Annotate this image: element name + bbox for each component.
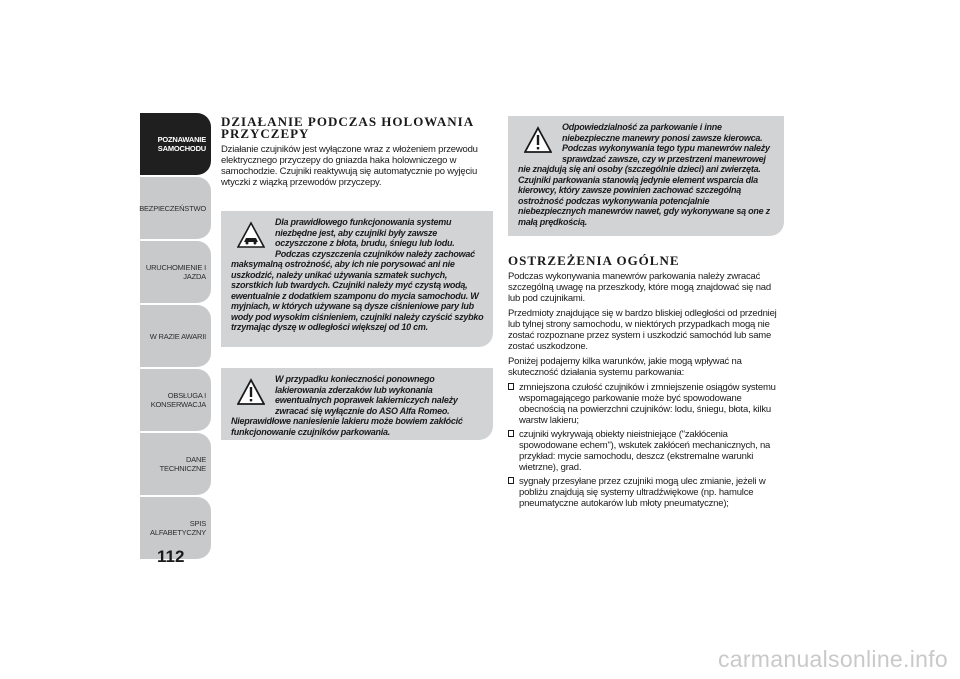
page-number: 112 [157,547,185,566]
tab-uruchomienie-i-jazda[interactable] [140,241,211,303]
warning-triangle-icon [524,126,552,154]
tab-w-razie-awarii[interactable] [140,305,211,367]
left-column [221,116,493,188]
watermark: carmanualsonline.info [717,646,948,672]
car-damage-warning-icon [237,221,265,249]
tab-label: SPIS ALFABETYCZNY [150,519,206,537]
tab-poznawanie-samochodu[interactable] [140,113,211,175]
list-item [508,429,784,473]
note-text: W przypadku konieczności ponownego lakierowania zderzaków lub wykonania ewentualnych poprawek lakierniczych należy zwracać się wyłącznie do ASO Alfa Romeo. Nieprawidłowe naniesienie lakieru może bowiem zakłócić funkcjonowanie czujników parkowania. [231,374,463,437]
warning-note-responsibility [508,116,784,236]
caution-note-painting [221,368,493,440]
tab-label: POZNAWANIE SAMOCHODU [157,135,206,153]
general-paragraph-3: Poniżej podajemy kilka warunków, jakie mogą wpływać na skuteczność działania systemu parkowania: [508,356,742,378]
list-item [508,382,784,426]
general-paragraph-1: Podczas wykonywania manewrów parkowania należy zwracać szczególną uwagę na przeszkody, które mogą znajdować się nad lub pod czujnikami. [508,271,771,304]
tab-bezpieczenstwo[interactable] [140,177,211,239]
section-heading-general-warnings: OSTRZEŻENIA OGÓLNE [508,253,680,268]
warning-triangle-icon [237,378,265,406]
checkbox-bullet-icon [508,383,514,390]
section-heading-towing: DZIAŁANIE PODCZAS HOLOWANIA PRZYCZEPY [221,114,474,141]
tab-dane-techniczne[interactable] [140,433,211,495]
note-text: Dla prawidłowego funkcjonowania systemu niezbędne jest, aby czujniki były zawsze oczyszczone z błota, brudu, śniegu lub lodu. Podczas czyszczenia czujników należy zachować maksymalną ostrożność, aby ich nie porysować ani nie uszkodzić, należy unikać używania szmatek suchych, szorstkich lub twardych. Czujniki należy myć czystą wodą, ewentualnie z dodatkiem szamponu do mycia samochodu. W myjniach, w których używane są dysze ciśnieniowe pary lub wody pod wysokim ciśnieniem, czujniki należy czyścić szybko trzymając dyszę w odległości większej od 10 cm. [231,217,484,332]
general-paragraph-2: Przedmioty znajdujące się w bardzo bliskiej odległości od przedniej lub tylnej strony samochodu, w niektórych przypadkach mogą nie zostać rozpoznane przez system i uszkodzić samochód lub same zostać uszkodzone. [508,308,777,352]
list-item-text: czujniki wykrywają obiekty nieistniejące ("zakłócenia spowodowane echem"), wskutek zakłóceń mechanicznych, na przykład: mycie samochodu, deszcz (ekstremalne warunki wietrzne), grad. [519,429,771,473]
tab-label: BEZPIECZEŃSTWO [139,203,206,213]
right-column-body [508,255,784,512]
caution-note-cleaning [221,211,493,347]
note-text: Odpowiedzialność za parkowanie i inne niebezpieczne manewry ponosi zawsze kierowca. Podczas wykonywania tego typu manewrów należy sprawdzać zawsze, czy w przestrzeni manewrowej nie znajdują się ani osoby (szczególnie dzieci) ani zwierzęta. Czujniki parkowania stanowią jedynie element wsparcia dla kierowcy, który zawsze powinien zachować szczególną ostrożność podczas wykonywania potencjalnie niebezpiecznych manewrów nawet, gdy wykonywane są one z małą prędkością. [518,122,770,227]
conditions-list [508,382,784,509]
checkbox-bullet-icon [508,430,514,437]
tab-obsluga-i-konserwacja[interactable] [140,369,211,431]
list-item-text: sygnały przesyłane przez czujniki mogą ulec zmianie, jeżeli w pobliżu znajdują się systemy ultradźwiękowe (np. hamulce pneumatyczne autokarów lub młoty pneumatyczne); [519,476,766,509]
list-item-text: zmniejszona czułość czujników i zmniejszenie osiągów systemu wspomagającego parkowanie może być spowodowane obecnością na powierzchni czujników: lodu, śniegu, błota, kilku warstw lakieru; [519,382,776,426]
tab-label: DANE TECHNICZNE [159,455,206,473]
towing-paragraph: Działanie czujników jest wyłączone wraz z włożeniem przewodu elektrycznego przyczepy do gniazda haka holowniczego w samochodzie. Czujniki reaktywują się automatycznie po wyjęciu wtyczki z wiązką przewodów przyczepy. [221,144,478,188]
tab-label: W RAZIE AWARII [149,331,206,341]
list-item [508,476,784,509]
tab-label: OBSŁUGA I KONSERWACJA [150,391,206,409]
tab-label: URUCHOMIENIE I JAZDA [145,263,206,281]
checkbox-bullet-icon [508,477,514,484]
